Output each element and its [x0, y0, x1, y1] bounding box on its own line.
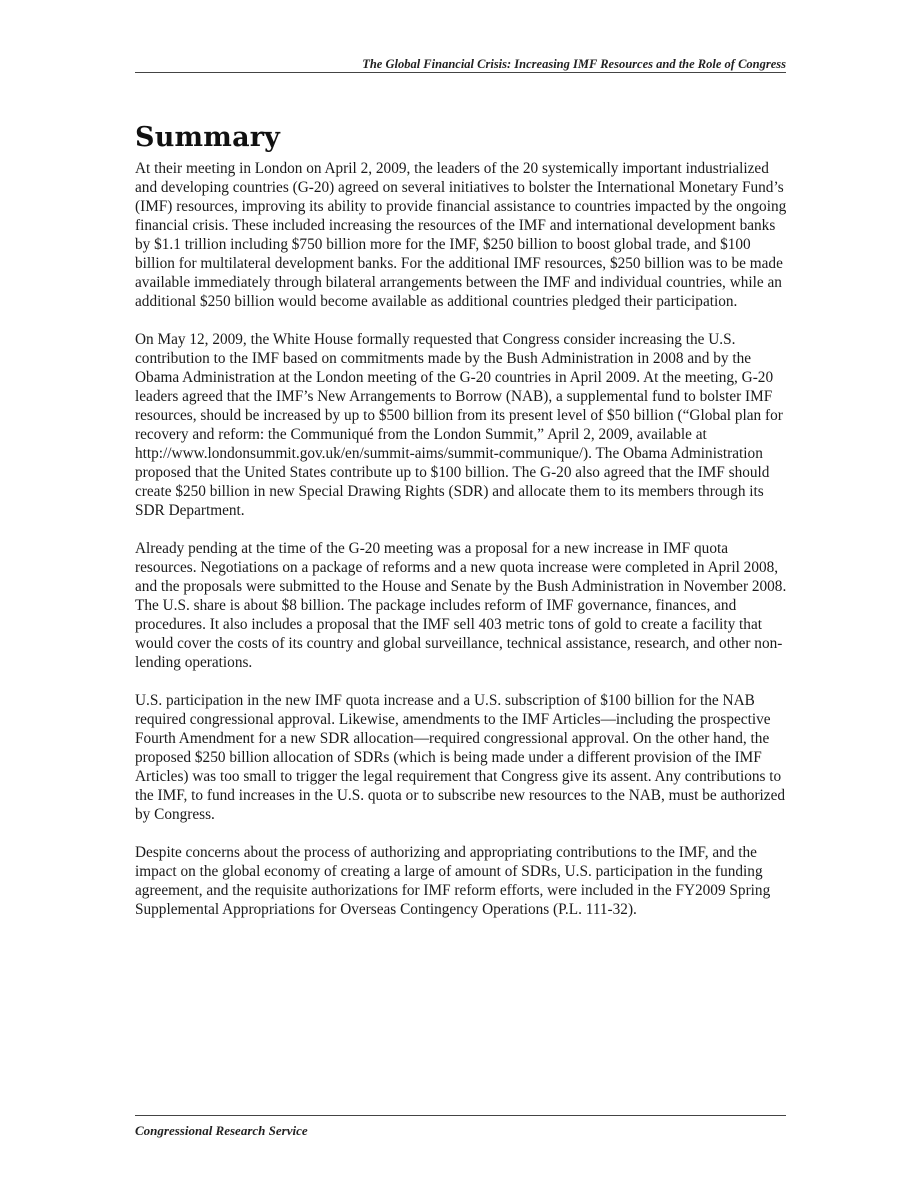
paragraph-5: Despite concerns about the process of authorizing and appropriating contributions to the IMF, and the impact on the global economy of creating a large of amount of SDRs, U.S. participation in the funding agreement, and the requisite authorizations for IMF reform efforts, were included in the FY2009 Spring Supplemental Appropriations for Overseas Contingency Operations (P.L. 111-32). [135, 844, 771, 918]
paragraph-1: At their meeting in London on April 2, 2009, the leaders of the 20 systemically important industrialized and developing countries (G-20) agreed on several initiatives to bolster the International Monetary Fund’s (IMF) resources, improving its ability to provide financial assistance to countries impacted by the ongoing financial crisis. These included increasing the resources of the IMF and international development banks by $1.1 trillion including $750 billion more for the IMF, $250 billion to boost global trade, and $100 billion for multilateral development banks. For the additional IMF resources, $250 billion was to be made available immediately through bilateral arrangements between the IMF and individual countries, while an additional $250 billion would become available as additional countries pledged their participation. [135, 160, 787, 310]
page-header [135, 54, 786, 73]
main-content [135, 122, 790, 938]
running-title: The Global Financial Crisis: Increasing IMF Resources and the Role of Congress [362, 57, 786, 71]
footer-organization: Congressional Research Service [135, 1123, 308, 1138]
paragraph-4: U.S. participation in the new IMF quota increase and a U.S. subscription of $100 billion for the NAB required congressional approval. Likewise, amendments to the IMF Articles—including the prospective Fourth Amendment for a new SDR allocation—required congressional approval. On the other hand, the proposed $250 billion allocation of SDRs (which is being made under a different provision of the IMF Articles) was too small to trigger the legal requirement that Congress give its assent. Any contributions to the IMF, to fund increases in the U.S. quota or to subscribe new resources to the NAB, must be authorized by Congress. [135, 692, 786, 823]
section-heading: Summary [135, 122, 281, 153]
paragraph-2: On May 12, 2009, the White House formally requested that Congress consider increasing the U.S. contribution to the IMF based on commitments made by the Bush Administration in 2008 and by the Obama Administration at the London meeting of the G-20 countries in April 2009. At the meeting, G-20 leaders agreed that the IMF’s New Arrangements to Borrow (NAB), a supplemental fund to bolster IMF resources, should be increased by up to $500 billion from its present level of $50 billion (“Global plan for recovery and reform: the Communiqué from the London Summit,” April 2, 2009, available at http://www.londonsummit.gov.uk/en/summit-aims/summit-communique/). The Obama Administration proposed that the United States contribute up to $100 billion. The G-20 also agreed that the IMF should create $250 billion in new Special Drawing Rights (SDR) and allocate them to its members through its SDR Department. [135, 331, 783, 519]
page-footer [135, 1115, 786, 1140]
paragraph-3: Already pending at the time of the G-20 meeting was a proposal for a new increase in IMF quota resources. Negotiations on a package of reforms and a new quota increase were completed in April 2008, and the proposals were submitted to the House and Senate by the Bush Administration in November 2008. The U.S. share is about $8 billion. The package includes reform of IMF governance, finances, and procedures. It also includes a proposal that the IMF sell 403 metric tons of gold to create a facility that would cover the costs of its country and global surveillance, technical assistance, research, and other non-lending operations. [135, 540, 787, 671]
